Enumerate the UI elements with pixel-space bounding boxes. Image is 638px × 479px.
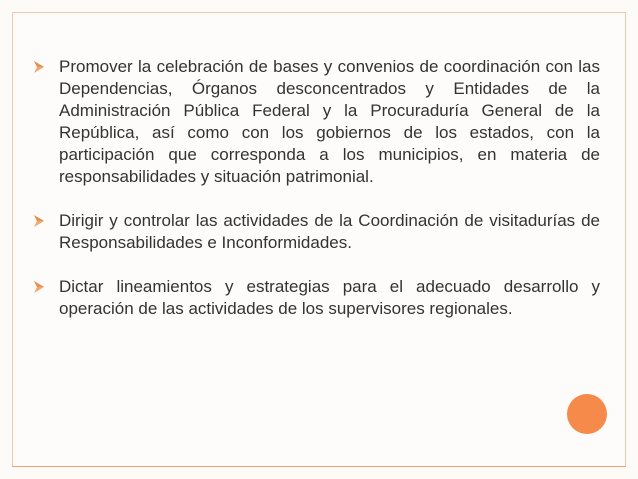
bullet-item — [33, 276, 600, 320]
bullet-text: Dictar lineamientos y estrategias para el adecuado desarrollo y operación de las actividades de los supervisores regionales. — [59, 277, 600, 318]
arrowhead-bullet-icon — [33, 215, 45, 227]
bullet-list — [33, 56, 600, 342]
bullet-item — [33, 210, 600, 254]
bullet-item — [33, 56, 600, 188]
frame-bottom-line — [12, 466, 626, 467]
bullet-text: Promover la celebración de bases y convenios de coordinación con las Dependencias, Órganos desconcentrados y Entidades de la Administración Pública Federal y la Procuraduría General de la República, así como con los gobiernos de los estados, con la participación que corresponda a los municipios, en materia de responsabilidades y situación patrimonial. — [59, 57, 600, 186]
arrowhead-bullet-icon — [33, 61, 45, 73]
bullet-text: Dirigir y controlar las actividades de la Coordinación de visitadurías de Responsabilidades e Inconformidades. — [59, 211, 600, 252]
accent-circle — [567, 394, 607, 434]
arrowhead-bullet-icon — [33, 281, 45, 293]
